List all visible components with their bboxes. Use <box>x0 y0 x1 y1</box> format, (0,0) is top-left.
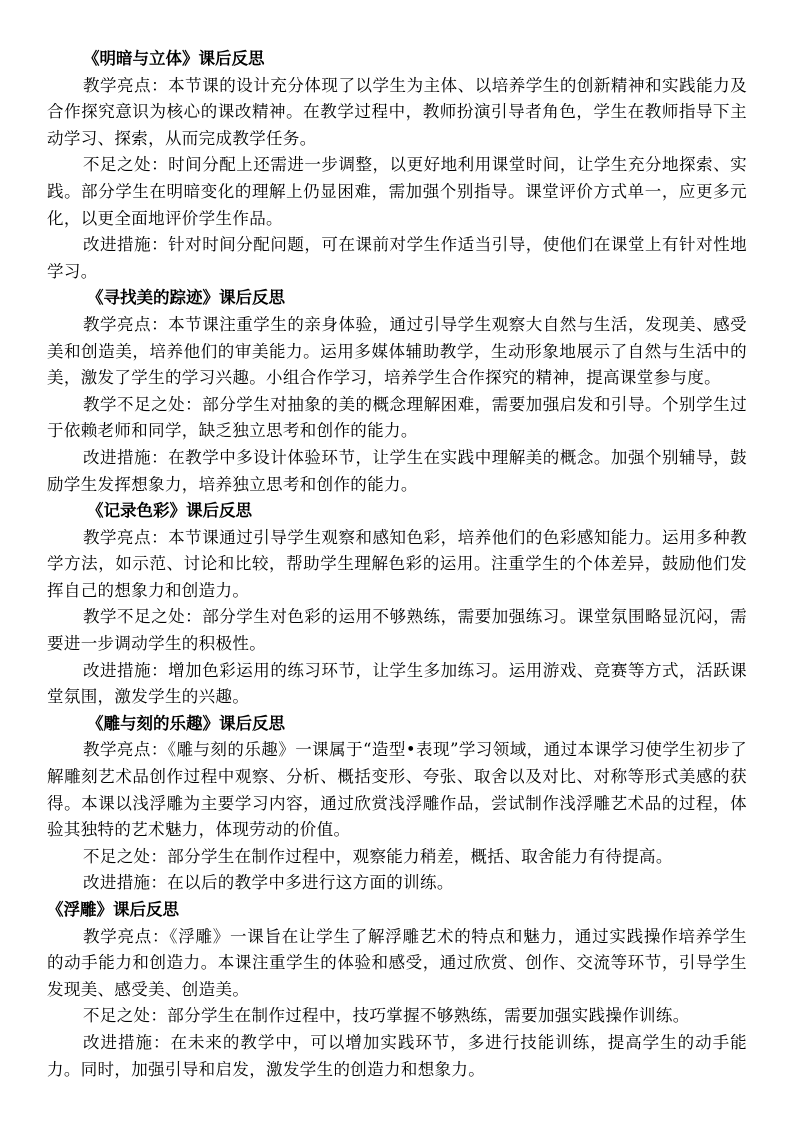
paragraph: 教学亮点：本节课注重学生的亲身体验，通过引导学生观察大自然与生活，发现美、感受美和创造美，培养他们的审美能力。运用多媒体辅助教学，生动形象地展示了自然与生活中的美，激发了学生的学习兴趣。小组合作学习，培养学生合作探究的精神，提高课堂参与度。 <box>47 314 747 388</box>
paragraph: 不足之处：部分学生在制作过程中，技巧掌握不够熟练，需要加强实践操作训练。 <box>83 1006 690 1026</box>
section-title: 《记录色彩》课后反思 <box>87 501 252 521</box>
section-xunzhao <box>47 285 747 498</box>
paragraph: 教学亮点：本节课通过引导学生观察和感知色彩，培养他们的色彩感知能力。运用多种教学方法，如示范、讨论和比较，帮助学生理解色彩的运用。注重学生的个体差异，鼓励他们发挥自己的想象力和创造力。 <box>47 527 747 600</box>
section-title: 《寻找美的踪迹》课后反思 <box>87 288 285 308</box>
paragraph: 不足之处：部分学生在制作过程中，观察能力稍差，概括、取舍能力有待提高。 <box>83 846 673 866</box>
paragraph: 教学亮点：《雕与刻的乐趣》一课属于“造型•表现”学习领域，通过本课学习使学生初步了解雕刻艺术品创作过程中观察、分析、概括变形、夸张、取舍以及对比、对称等形式美感的获得。本课以浅浮雕为主要学习内容，通过欣赏浅浮雕作品，尝试制作浅浮雕艺术品的过程，体验其独特的艺术魅力，体现劳动的价值。 <box>47 740 747 840</box>
document-body <box>47 46 747 1083</box>
paragraph: 改进措施：在以后的教学中多进行这方面的训练。 <box>83 873 454 893</box>
section-title: 《雕与刻的乐趣》课后反思 <box>87 713 285 733</box>
section-title: 《明暗与立体》课后反思 <box>83 49 265 68</box>
paragraph: 教学不足之处：部分学生对抽象的美的概念理解困难，需要加强启发和引导。个别学生过于依赖老师和同学，缺乏独立思考和创作的能力。 <box>47 394 747 441</box>
section-fudiao <box>47 897 747 1083</box>
paragraph: 教学不足之处：部分学生对色彩的运用不够熟练，需要加强练习。课堂氛围略显沉闷，需要进一步调动学生的积极性。 <box>47 607 747 654</box>
paragraph: 改进措施：增加色彩运用的练习环节，让学生多加练习。运用游戏、竞赛等方式，活跃课堂氛围，激发学生的兴趣。 <box>47 660 747 707</box>
section-title: 《浮雕》课后反思 <box>47 900 179 919</box>
section-secai <box>47 498 747 711</box>
paragraph: 不足之处：时间分配上还需进一步调整，以更好地利用课堂时间，让学生充分地探索、实践。部分学生在明暗变化的理解上仍显困难，需加强个别指导。课堂评价方式单一，应更多元化，以更全面地评价学生作品。 <box>47 155 747 228</box>
section-mingan <box>47 46 747 285</box>
paragraph: 改进措施：在教学中多设计体验环节，让学生在实践中理解美的概念。加强个别辅导，鼓励学生发挥想象力，培养独立思考和创作的能力。 <box>47 447 747 494</box>
paragraph: 改进措施：针对时间分配问题，可在课前对学生作适当引导，使他们在课堂上有针对性地学习。 <box>47 235 747 281</box>
paragraph: 教学亮点：本节课的设计充分体现了以学生为主体、以培养学生的创新精神和实践能力及合作探究意识为核心的课改精神。在教学过程中，教师扮演引导者角色，学生在教师指导下主动学习、探索，从而完成教学任务。 <box>47 75 747 148</box>
section-diaoke <box>47 711 747 897</box>
paragraph: 教学亮点：《浮雕》一课旨在让学生了解浮雕艺术的特点和魅力，通过实践操作培养学生的动手能力和创造力。本课注重学生的体验和感受，通过欣赏、创作、交流等环节，引导学生发现美、感受美、创造美。 <box>47 926 747 999</box>
paragraph: 改进措施：在未来的教学中，可以增加实践环节，多进行技能训练，提高学生的动手能力。同时，加强引导和启发，激发学生的创造力和想象力。 <box>47 1032 747 1079</box>
